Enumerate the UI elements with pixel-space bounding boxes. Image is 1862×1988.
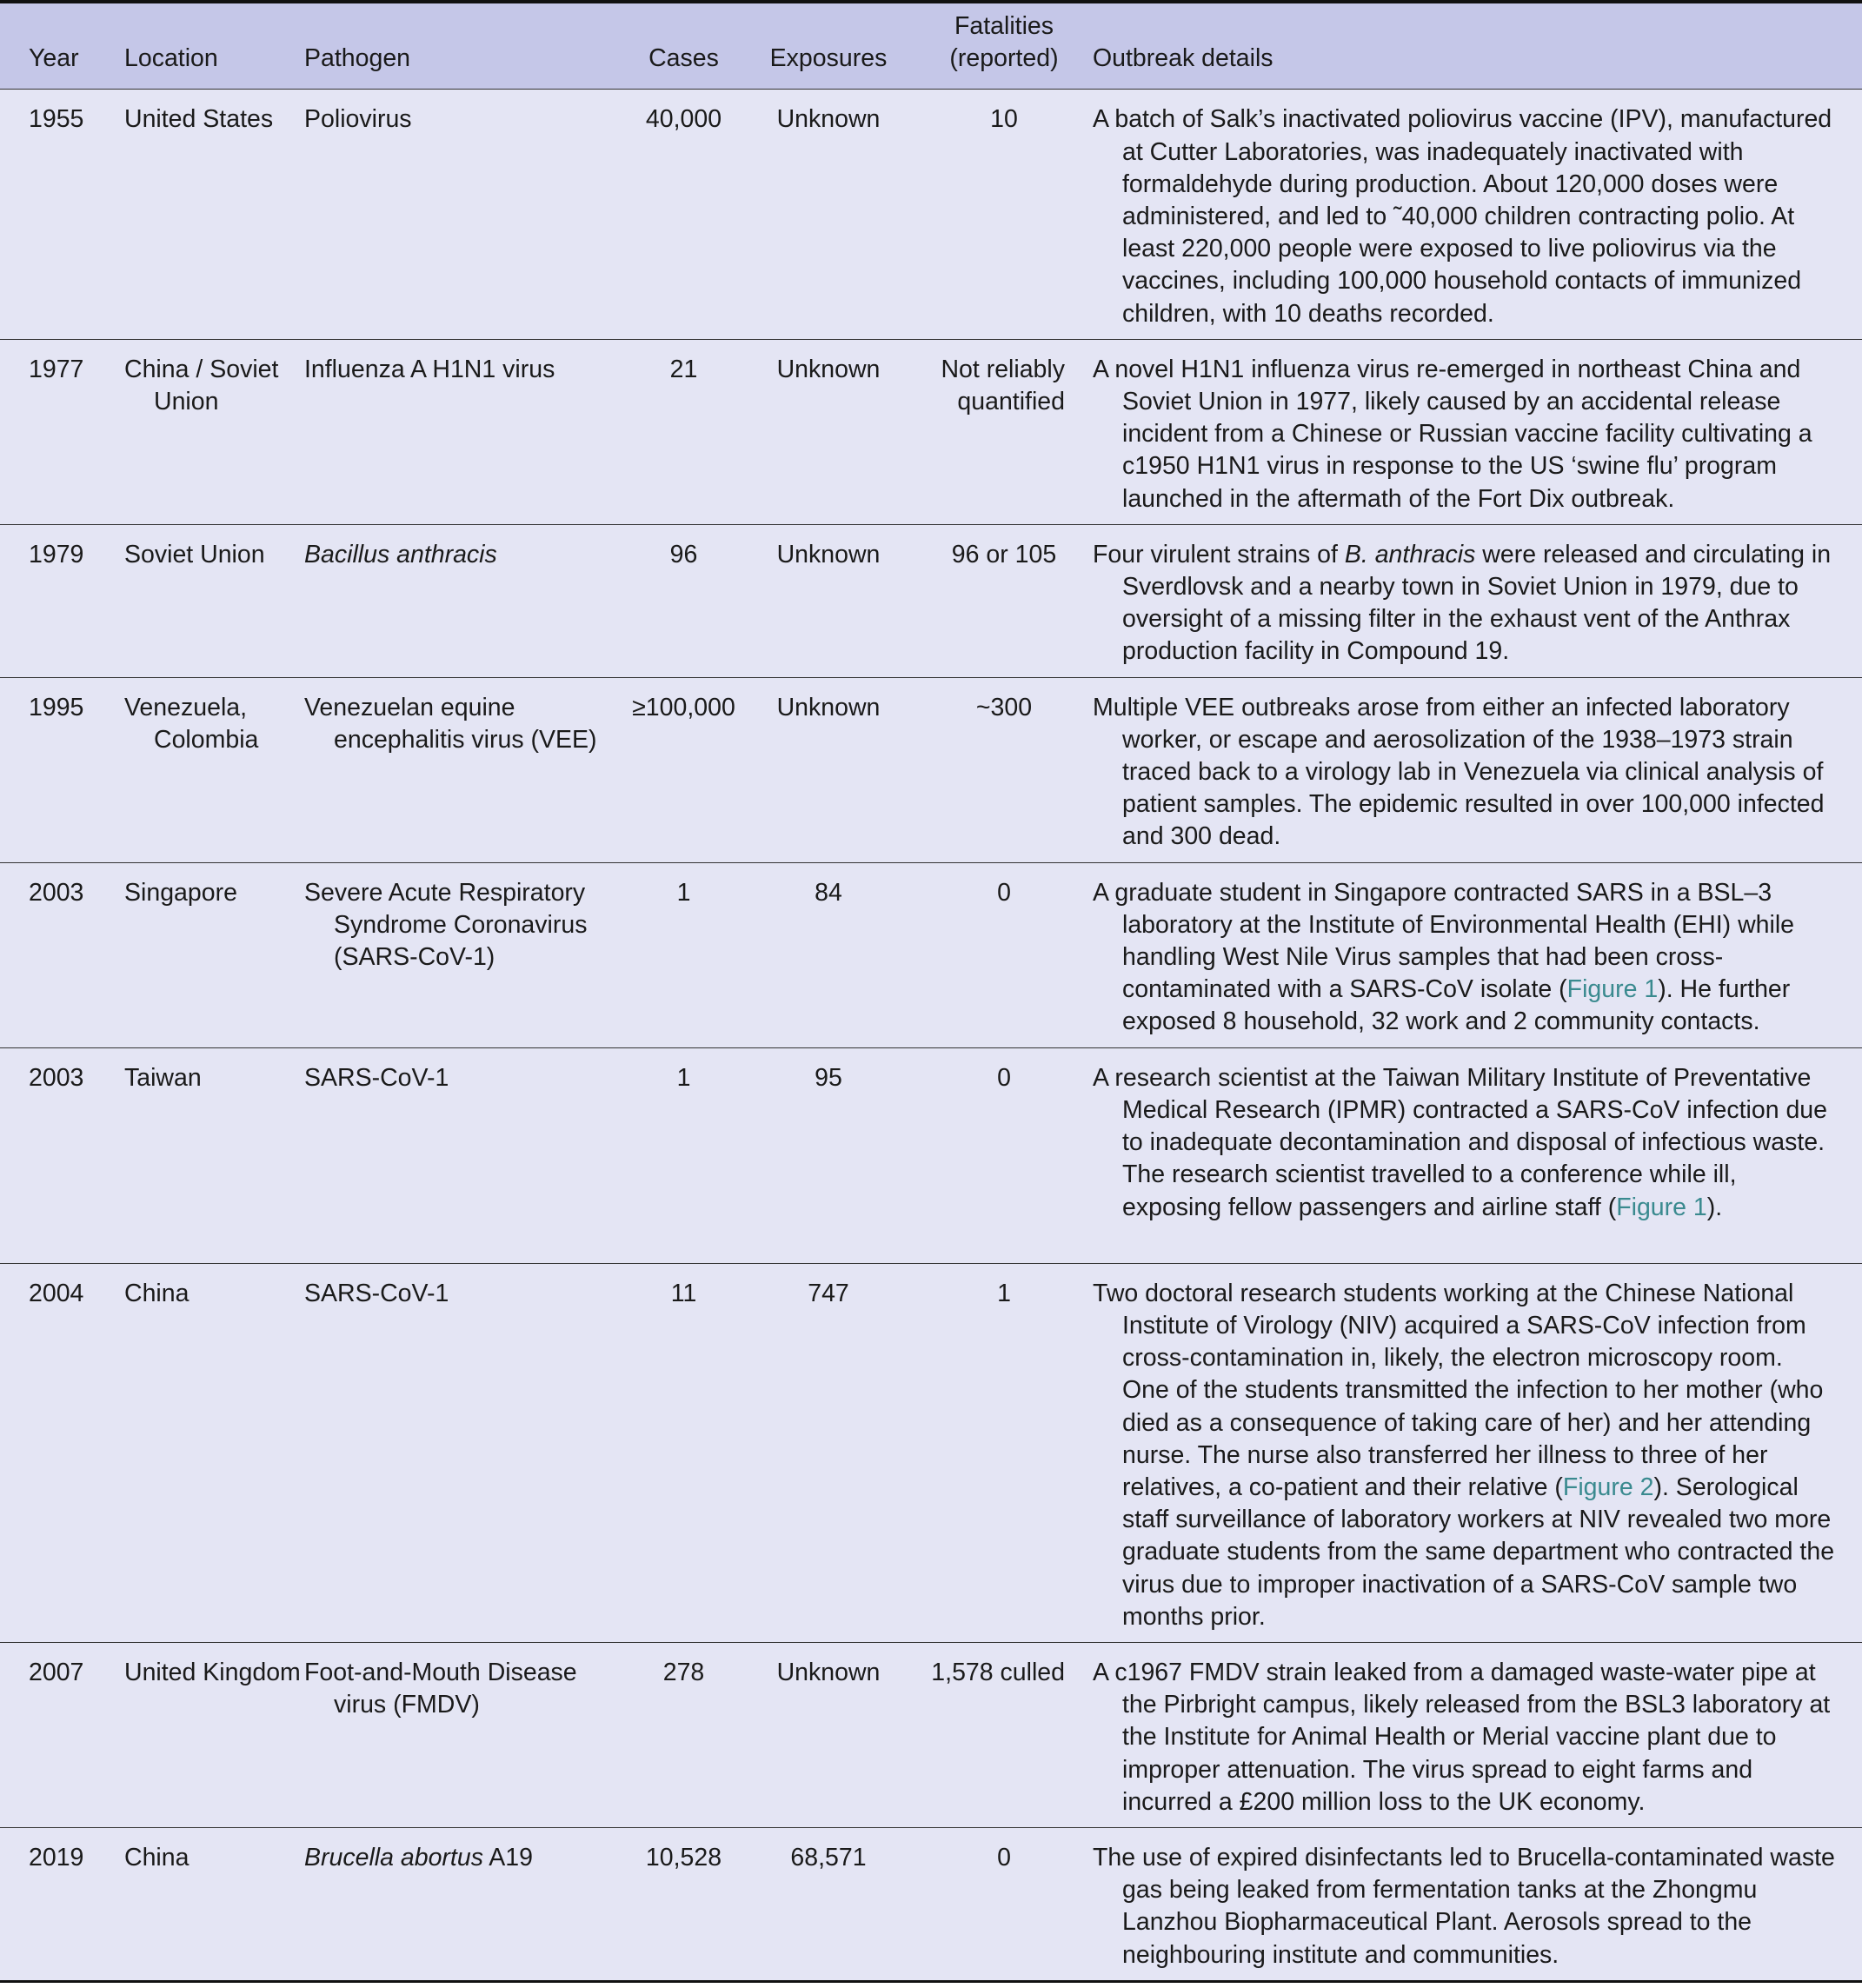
header-exposures: Exposures [741,2,915,90]
cell-year: 2019 [0,1827,124,1981]
cell-location: China / Soviet Union [124,339,304,524]
cell-fatalities: Not reliably quantified [915,339,1093,524]
cell-exposures: Unknown [741,90,915,339]
cell-details: Four virulent strains of B. anthracis were released and circulating in Sverdlovsk and a nearby town in Soviet Union in 1979, due to oversight of a missing filter in the exhaust vent of the Anthrax production facility in Compound 19. [1093,524,1862,677]
header-location: Location [124,2,304,90]
cell-pathogen: Venezuelan equine encephalitis virus (VEE) [304,677,626,862]
cell-year: 2004 [0,1263,124,1642]
cell-details: A batch of Salk’s inactivated poliovirus vaccine (IPV), manufactured at Cutter Laboratories, was inadequately inactivated with formaldehyde during production. About 120,000 doses were administered, and led to ˜40,000 children contracting polio. At least 220,000 people were exposed to live poliovirus via the vaccines, including 100,000 household contacts of immunized children, with 10 deaths recorded. [1093,90,1862,339]
table-row [0,1047,1862,1263]
header-fatalities [915,2,1093,90]
cell-year: 2003 [0,862,124,1047]
cell-cases: 1 [626,862,741,1047]
cell-details: The use of expired disinfectants led to Brucella-contaminated waste gas being leaked from fermentation tanks at the Zhongmu Lanzhou Biopharmaceutical Plant. Aerosols spread to the neighbouring institute and communities. [1093,1827,1862,1981]
cell-fatalities: 1 [915,1263,1093,1642]
cell-cases: 40,000 [626,90,741,339]
table-row [0,90,1862,339]
cell-cases: 96 [626,524,741,677]
table-row [0,339,1862,524]
cell-details: Multiple VEE outbreaks arose from either an infected laboratory worker, or escape and aerosolization of the 1938–1973 strain traced back to a virology lab in Venezuela via clinical analysis of patient samples. The epidemic resulted in over 100,000 infected and 300 dead. [1093,677,1862,862]
table-row [0,524,1862,677]
table-header [0,2,1862,90]
cell-details: A c1967 FMDV strain leaked from a damaged waste-water pipe at the Pirbright campus, likely released from the BSL3 laboratory at the Institute for Animal Health or Merial vaccine plant due to improper attenuation. The virus spread to eight farms and incurred a £200 million loss to the UK economy. [1093,1642,1862,1827]
cell-fatalities: ~300 [915,677,1093,862]
cell-cases: ≥100,000 [626,677,741,862]
cell-fatalities: 96 or 105 [915,524,1093,677]
cell-year: 2007 [0,1642,124,1827]
cell-location: Soviet Union [124,524,304,677]
cell-exposures: 84 [741,862,915,1047]
cell-cases: 278 [626,1642,741,1827]
cell-fatalities: 10 [915,90,1093,339]
header-pathogen: Pathogen [304,2,626,90]
figure-2-link[interactable]: Figure 2 [1562,1473,1654,1501]
cell-exposures: Unknown [741,524,915,677]
cell-exposures: Unknown [741,677,915,862]
cell-pathogen: Poliovirus [304,90,626,339]
cell-year: 2003 [0,1047,124,1263]
cell-location: China [124,1263,304,1642]
cell-pathogen: Foot-and-Mouth Disease virus (FMDV) [304,1642,626,1827]
cell-cases: 21 [626,339,741,524]
figure-1-link[interactable]: Figure 1 [1566,975,1659,1004]
cell-fatalities: 0 [915,862,1093,1047]
cell-year: 1955 [0,90,124,339]
cell-pathogen: SARS-CoV-1 [304,1047,626,1263]
cell-exposures: 95 [741,1047,915,1263]
table-row [0,862,1862,1047]
cell-location: China [124,1827,304,1981]
table-row [0,1263,1862,1642]
cell-pathogen: SARS-CoV-1 [304,1263,626,1642]
cell-location: Taiwan [124,1047,304,1263]
cell-cases: 1 [626,1047,741,1263]
cell-exposures: 68,571 [741,1827,915,1981]
cell-year: 1977 [0,339,124,524]
cell-details: Two doctoral research students working at the Chinese National Institute of Virology (NIV) acquired a SARS-CoV infection from cross-contamination in, likely, the electron microscopy room. One of the students transmitted the infection to her mother (who died as a consequence of taking care of her) and her attending nurse. The nurse also transferred her illness to three of her relatives, a co-patient and their relative (Figure 2). Serological staff surveillance of laboratory workers at NIV revealed two more graduate students from the same department who contracted the virus due to improper inactivation of a SARS-CoV sample two months prior. [1093,1263,1862,1642]
cell-pathogen: Severe Acute Respiratory Syndrome Coronavirus (SARS-CoV-1) [304,862,626,1047]
table-row [0,677,1862,862]
cell-pathogen: Bacillus anthracis [304,524,626,677]
table-row [0,1642,1862,1827]
cell-details: A novel H1N1 influenza virus re-emerged in northeast China and Soviet Union in 1977, likely caused by an accidental release incident from a Chinese or Russian vaccine facility cultivating a c1950 H1N1 virus in response to the US ‘swine flu’ program launched in the aftermath of the Fort Dix outbreak. [1093,339,1862,524]
cell-details: A research scientist at the Taiwan Military Institute of Preventative Medical Research (IPMR) contracted a SARS-CoV infection due to inadequate decontamination and disposal of infectious waste. The research scientist travelled to a conference while ill, exposing fellow passengers and airline staff (Figure 1). [1093,1047,1862,1263]
cell-details: A graduate student in Singapore contracted SARS in a BSL–3 laboratory at the Institute of Environmental Health (EHI) while handling West Nile Virus samples that had been cross-contaminated with a SARS-CoV isolate (Figure 1). He further exposed 8 household, 32 work and 2 community contacts. [1093,862,1862,1047]
table-row [0,1827,1862,1981]
header-fatalities-line2: (reported) [949,44,1059,73]
cell-year: 1995 [0,677,124,862]
header-fatalities-line1: Fatalities [954,12,1054,40]
cell-exposures: 747 [741,1263,915,1642]
figure-1-link[interactable]: Figure 1 [1616,1193,1707,1221]
cell-cases: 10,528 [626,1827,741,1981]
cell-location: Venezuela, Colombia [124,677,304,862]
header-cases: Cases [626,2,741,90]
cell-year: 1979 [0,524,124,677]
cell-location: Singapore [124,862,304,1047]
header-row [0,2,1862,90]
cell-location: United States [124,90,304,339]
cell-location: United Kingdom [124,1642,304,1827]
cell-fatalities: 1,578 culled [915,1642,1093,1827]
cell-cases: 11 [626,1263,741,1642]
cell-exposures: Unknown [741,1642,915,1827]
table-body [0,90,1862,1981]
cell-fatalities: 0 [915,1827,1093,1981]
cell-pathogen: Influenza A H1N1 virus [304,339,626,524]
cell-exposures: Unknown [741,339,915,524]
header-details: Outbreak details [1093,2,1862,90]
header-year: Year [0,2,124,90]
cell-fatalities: 0 [915,1047,1093,1263]
cell-pathogen: Brucella abortus A19 [304,1827,626,1981]
